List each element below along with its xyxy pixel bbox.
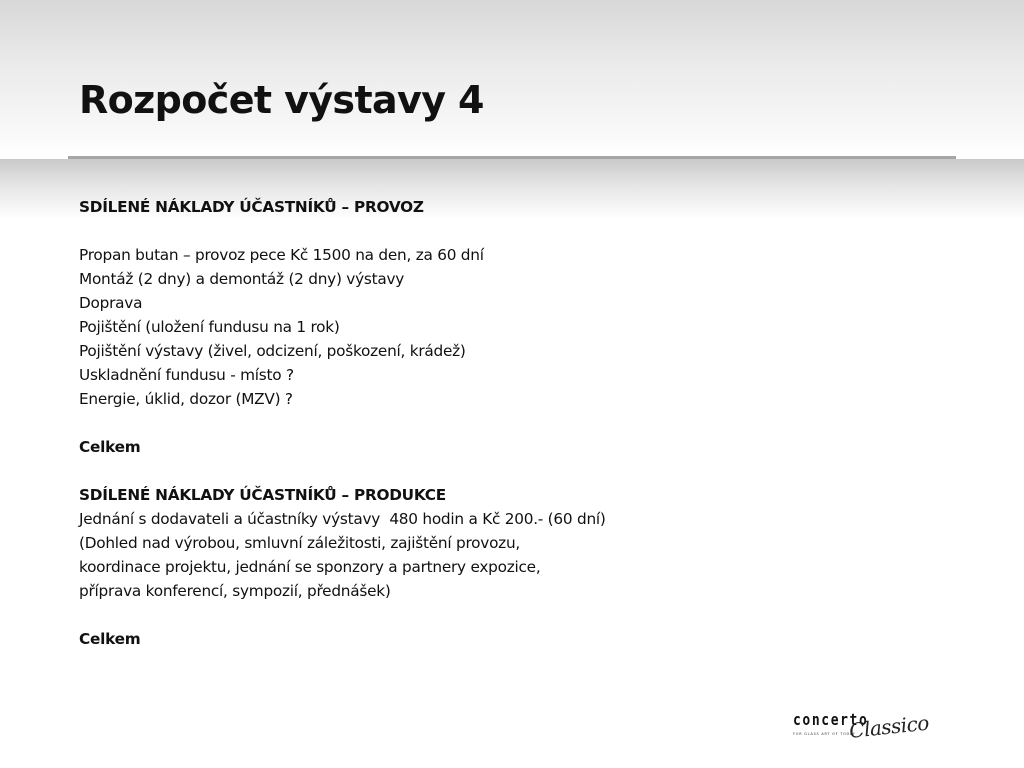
slide-title: Rozpočet výstavy 4 bbox=[79, 78, 484, 122]
list-item: Pojištění výstavy (živel, odcizení, poškození, krádež) bbox=[79, 342, 466, 360]
list-item: (Dohled nad výrobou, smluvní záležitosti, zajištění provozu, bbox=[79, 534, 521, 552]
list-item: koordinace projektu, jednání se sponzory a partnery expozice, bbox=[79, 558, 541, 576]
list-item: Jednání s dodavateli a účastníky výstavy 480 hodin a Kč 200.- (60 dní) bbox=[79, 510, 606, 528]
slide-body bbox=[79, 195, 959, 651]
list-item: Uskladnění fundusu - místo ? bbox=[79, 366, 294, 384]
list-item: příprava konferencí, sympozií, přednášek) bbox=[79, 582, 391, 600]
list-item: Energie, úklid, dozor (MZV) ? bbox=[79, 390, 293, 408]
spacer bbox=[79, 459, 959, 483]
list-item: Montáž (2 dny) a demontáž (2 dny) výstavy bbox=[79, 270, 405, 288]
concerto-classico-logo bbox=[790, 705, 930, 760]
list-item: Doprava bbox=[79, 294, 143, 312]
spacer bbox=[79, 603, 959, 627]
list-item: Pojištění (uložení fundusu na 1 rok) bbox=[79, 318, 340, 336]
total-label-produkce: Celkem bbox=[79, 630, 141, 648]
logo-wordmark: concerto bbox=[793, 711, 869, 730]
list-item: Propan butan – provoz pece Kč 1500 na den, za 60 dní bbox=[79, 246, 484, 264]
section-heading-produkce: SDÍLENÉ NÁKLADY ÚČASTNÍKŮ – PRODUKCE bbox=[79, 486, 446, 504]
logo-script-text: Classico bbox=[848, 710, 930, 743]
spacer bbox=[79, 411, 959, 435]
spacer bbox=[79, 219, 959, 243]
section-heading-provoz: SDÍLENÉ NÁKLADY ÚČASTNÍKŮ – PROVOZ bbox=[79, 198, 424, 216]
logo-tagline: FOR GLASS ART OF TODAY bbox=[793, 732, 856, 736]
total-label-provoz: Celkem bbox=[79, 438, 141, 456]
